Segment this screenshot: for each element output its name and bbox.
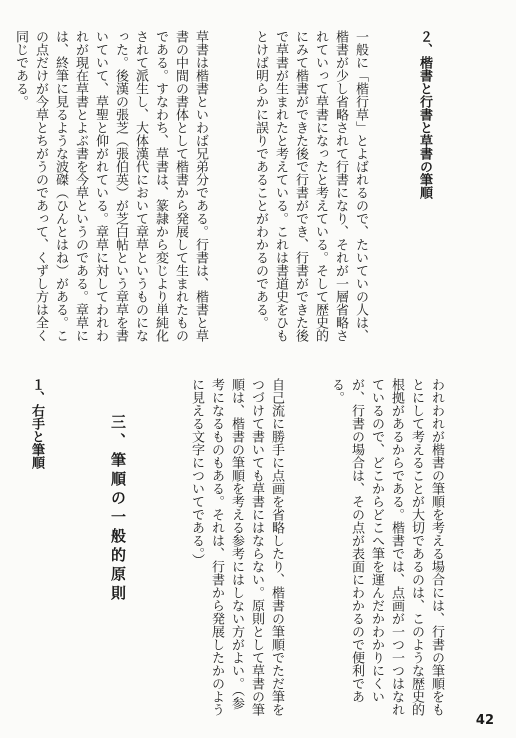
chapter-title: 三、筆順の一般的原則 [109,414,127,604]
paragraph: 草書は楷書といわば兄弟分である。行書は、楷書と草書の中間の書体として楷書から発展して生まれたものである。すなわち、草書は、篆隷から変じより単純化されて派生し、大体漢代において章草というものになった。後漢の張芝（張伯英）が芝白帖という章草を書いていて、草聖と仰がれている。章草に対してわれわれが現在草書とよぶ書を今草というのである。章草には、終筆に見るような波磔（ひんとはね）がある。この点だけが今草とちがうのであって、くずし方は全く同じである。 [13,30,208,342]
page-number: 42 [475,713,494,728]
section-heading: １、右手と筆順 [29,378,44,469]
paragraph: 一般に「楷行草」とよばれるので、たいていの人は、楷書が少し省略されて行書になり、それが一層省略されていって草書になったと考えている。そして歴史的にみて楷書ができた後で行書ができ、行書ができた後で草書が生まれたと考えている。これは書道史をひもとけば明らかに誤りであることがわかるのである。 [253,30,368,342]
lower-text-block [29,378,486,718]
section-heading: ２、楷書と行書と草書の筆順 [417,30,432,199]
paragraph: われわれが楷書の筆順を考える場合には、行書の筆順をもとにして考えることが大切であるのは、このような歴史的根拠があるからである。楷書では、点画が一つ一つはなれているので、どこからどこへ筆を運んだかわかりにくいが、行書の場合は、その点が表面にわかるので便利である。 [329,378,444,716]
upper-text-block [13,30,474,352]
paragraph: 自己流に勝手に点画を省略したり、楷書の筆順でただ筆をつづけて書いても草書にはならない。原則として草書の筆順は、楷書の筆順を考える参考にはしない方がよい。（参考になるものもある。それは、行書から発展したかのように見える文字についてである。） [189,378,284,716]
